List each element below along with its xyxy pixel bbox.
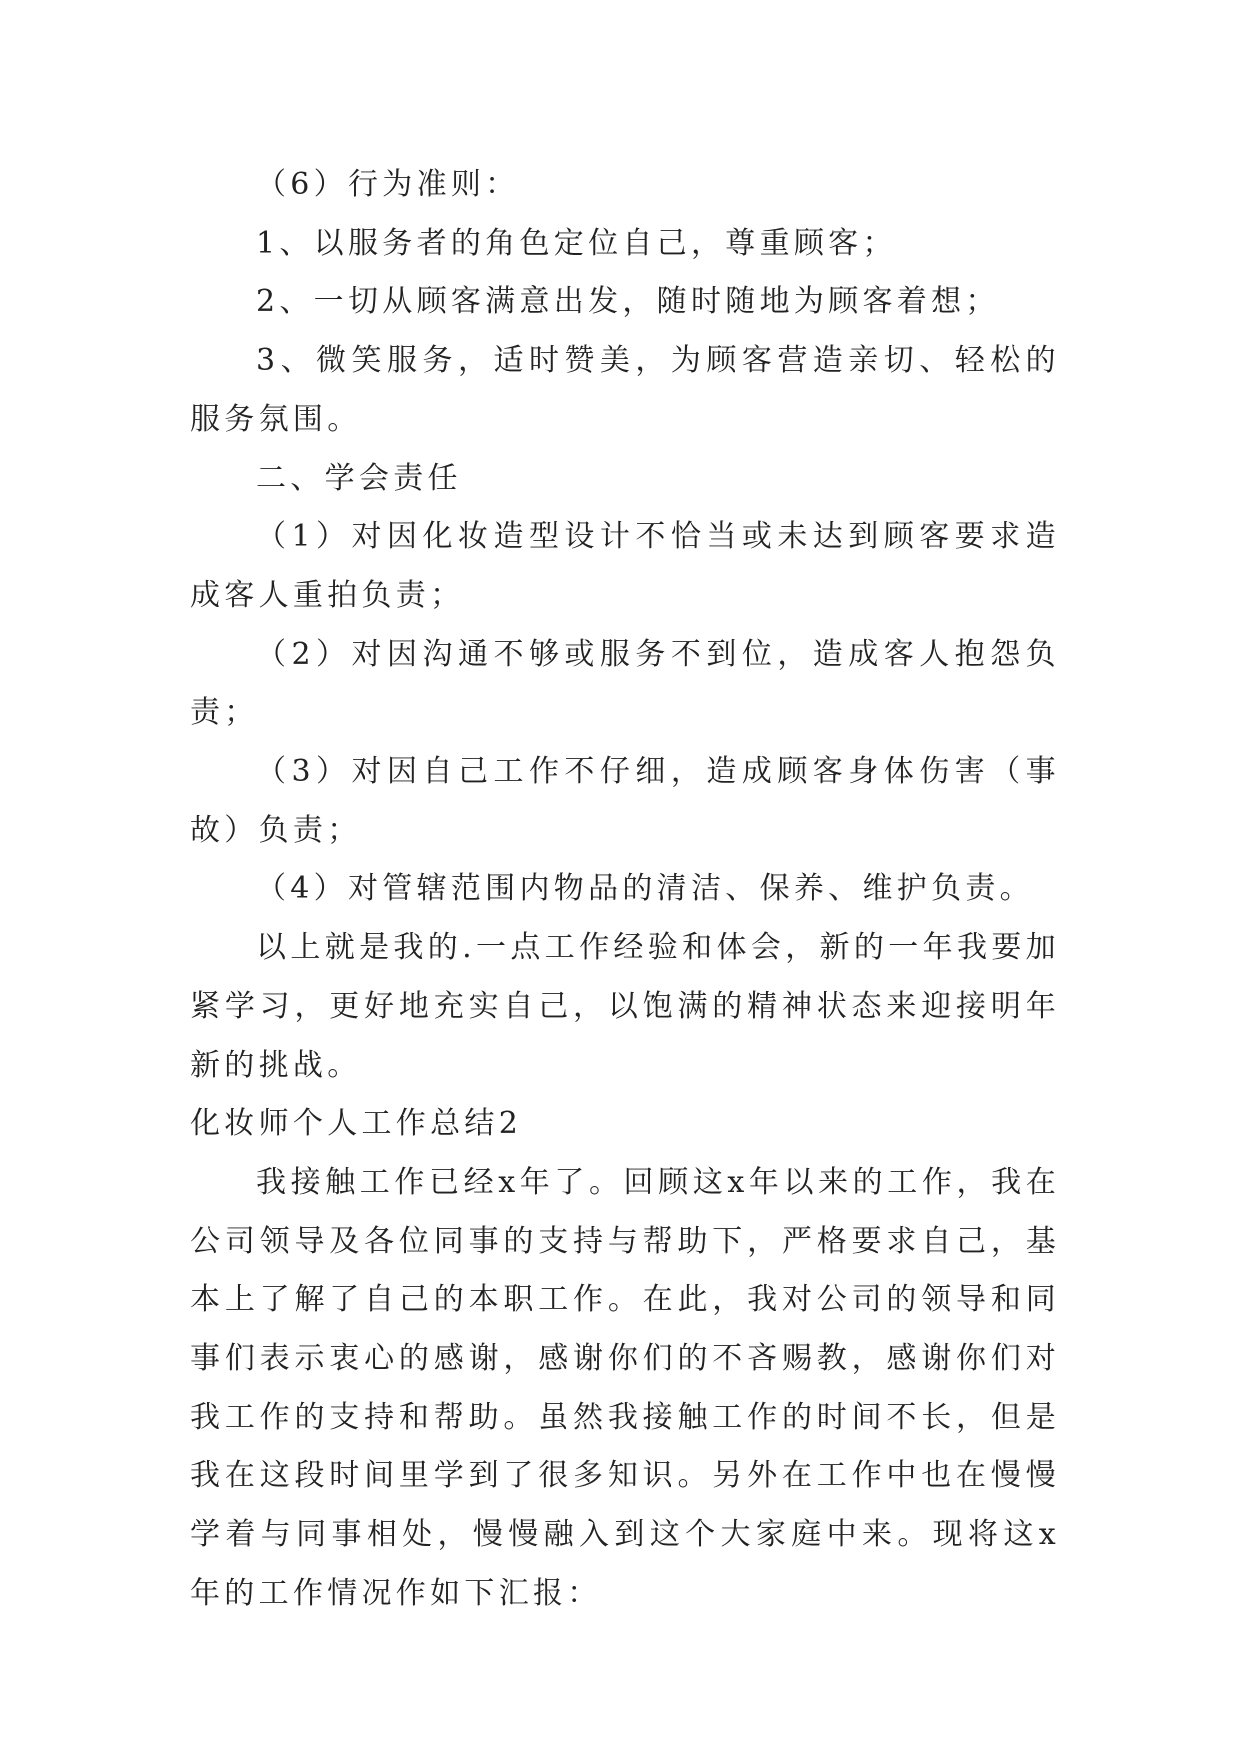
paragraph-responsibility-4: （4）对管辖范围内物品的清洁、保养、维护负责。 xyxy=(256,871,1034,907)
section-heading-responsibility: 二、学会责任 xyxy=(256,460,462,496)
paragraph-responsibility-2: （2）对因沟通不够或服务不到位，造成客人抱怨负责； xyxy=(190,636,1060,731)
paragraph-conduct-item-2: 2、一切从顾客满意出发，随时随地为顾客着想； xyxy=(256,284,1000,320)
paragraph-responsibility-1: （1）对因化妆造型设计不恰当或未达到顾客要求造成客人重拍负责； xyxy=(190,519,1060,613)
paragraph-conduct-item-1: 1、以服务者的角色定位自己，尊重顾客； xyxy=(256,225,897,261)
paragraph-conduct-item-3: 3、微笑服务，适时赞美，为顾客营造亲切、轻松的服务氛围。 xyxy=(190,343,1060,437)
paragraph-conduct-heading: （6）行为准则： xyxy=(256,167,520,202)
paragraph-summary-intro: 我接触工作已经x年了。回顾这x年以来的工作，我在公司领导及各位同事的支持与帮助下，严格要求自己，基本上了解了自己的本职工作。在此，我对公司的领导和同事们表示衷心的感谢，感谢你们的不吝赐教，感谢你们对我工作的支持和帮助。虽然我接触工作的时间不长，但是我在这段时间里学到了很多知识。另外在工作中也在慢慢学着与同事相处，慢慢融入到这个大家庭中来。现将这x年的工作情况作如下汇报： xyxy=(190,1164,1060,1611)
document-title-summary-2: 化妆师个人工作总结2 xyxy=(190,1106,523,1142)
document-body xyxy=(190,156,1060,1624)
paragraph-conclusion: 以上就是我的.一点工作经验和体会，新的一年我要加紧学习，更好地充实自己，以饱满的精神状态来迎接明年新的挑战。 xyxy=(190,930,1060,1083)
paragraph-responsibility-3: （3）对因自己工作不仔细，造成顾客身体伤害（事故）负责； xyxy=(190,754,1060,848)
